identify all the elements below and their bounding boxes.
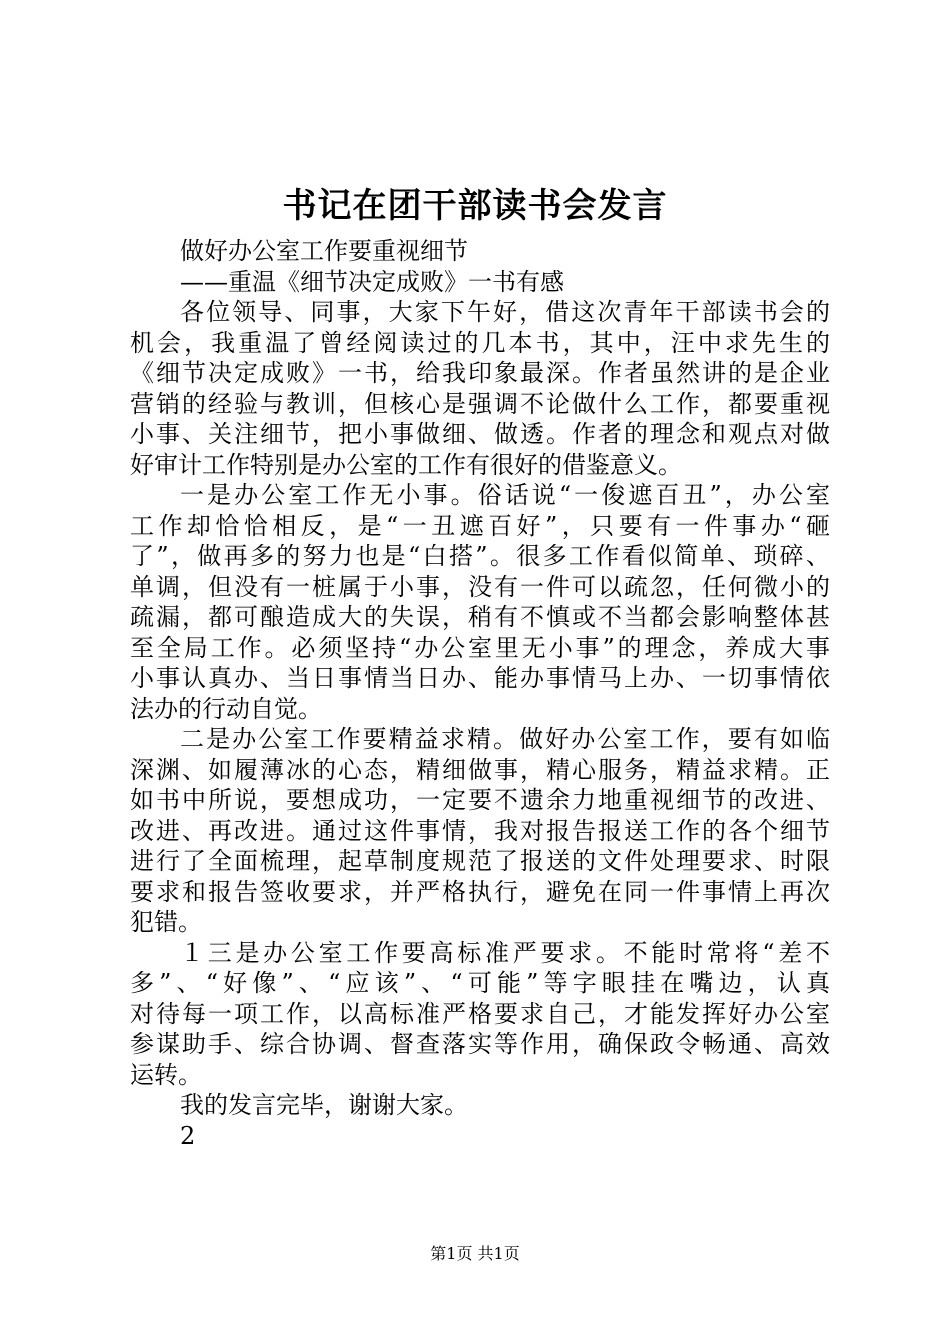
subtitle-line: 做好办公室工作要重视细节 — [180, 237, 468, 265]
paragraph-line: 单调，但没有一桩属于小事，没有一件可以疏忽，任何微小的 — [130, 572, 830, 601]
paragraph-line: 机会，我重温了曾经阅读过的几本书，其中，汪中求先生的 — [130, 328, 830, 357]
closing-line: 我的发言完毕，谢谢大家。 — [180, 1091, 468, 1119]
paragraph-line: 参谋助手、综合协调、督查落实等作用，确保政令畅通、高效 — [130, 1030, 830, 1058]
paragraph-line: 要求和报告签收要求，并严格执行，避免在同一件事情上再次 — [130, 877, 830, 906]
paragraph-line: 一是办公室工作无小事。俗话说“一俊遮百丑”，办公室 — [180, 481, 830, 509]
paragraph-line: 了”，做再多的努力也是“白搭”。很多工作看似简单、琐碎、 — [130, 542, 830, 570]
paragraph-line: 如书中所说，要想成功，一定要不遗余力地重视细节的改进、 — [130, 786, 830, 814]
paragraph-line: 《细节决定成败》一书，给我印象最深。作者虽然讲的是企业 — [130, 359, 830, 387]
paragraph-line: 二是办公室工作要精益求精。做好办公室工作，要有如临 — [180, 725, 830, 753]
paragraph-line: 运转。 — [130, 1060, 202, 1089]
paragraph-line: 犯错。 — [130, 908, 202, 936]
paragraph-line: 多”、“好像”、“应该”、“可能”等字眼挂在嘴边，认真 — [130, 969, 830, 997]
paragraph-line: １三是办公室工作要高标准严要求。不能时常将“差不 — [180, 938, 830, 967]
paragraph-line: 改进、再改进。通过这件事情，我对报告报送工作的各个细节 — [130, 816, 830, 845]
paragraph-line: 疏漏，都可酿造成大的失误，稍有不慎或不当都会影响整体甚 — [130, 603, 830, 631]
document-title: 书记在团干部读书会发言 — [282, 186, 668, 226]
paragraph-line: 各位领导、同事，大家下午好，借这次青年干部读书会的 — [180, 298, 830, 326]
paragraph-line: 对待每一项工作，以高标准严格要求自己，才能发挥好办公室 — [130, 999, 830, 1028]
page-footer: 第1页 共1页 — [430, 1244, 520, 1263]
page-marker: 2 — [180, 1121, 196, 1150]
paragraph-line: 好审计工作特别是办公室的工作有很好的借鉴意义。 — [130, 450, 682, 479]
paragraph-line: 小事、关注细节，把小事做细、做透。作者的理念和观点对做 — [130, 420, 830, 448]
paragraph-line: 深渊、如履薄冰的心态，精细做事，精心服务，精益求精。正 — [130, 755, 830, 784]
paragraph-line: 工作却恰恰相反，是“一丑遮百好”，只要有一件事办“砸 — [130, 511, 830, 540]
paragraph-line: 至全局工作。必须坚持“办公室里无小事”的理念，养成大事 — [130, 633, 830, 662]
paragraph-line: 小事认真办、当日事情当日办、能办事情马上办、一切事情依 — [130, 664, 830, 692]
subtitle-line: ——重温《细节决定成败》一书有感 — [180, 267, 564, 296]
paragraph-line: 法办的行动自觉。 — [130, 694, 322, 723]
paragraph-line: 营销的经验与教训，但核心是强调不论做什么工作，都要重视 — [130, 389, 830, 418]
paragraph-line: 进行了全面梳理，起草制度规范了报送的文件处理要求、时限 — [130, 847, 830, 875]
document-body — [130, 236, 830, 1151]
